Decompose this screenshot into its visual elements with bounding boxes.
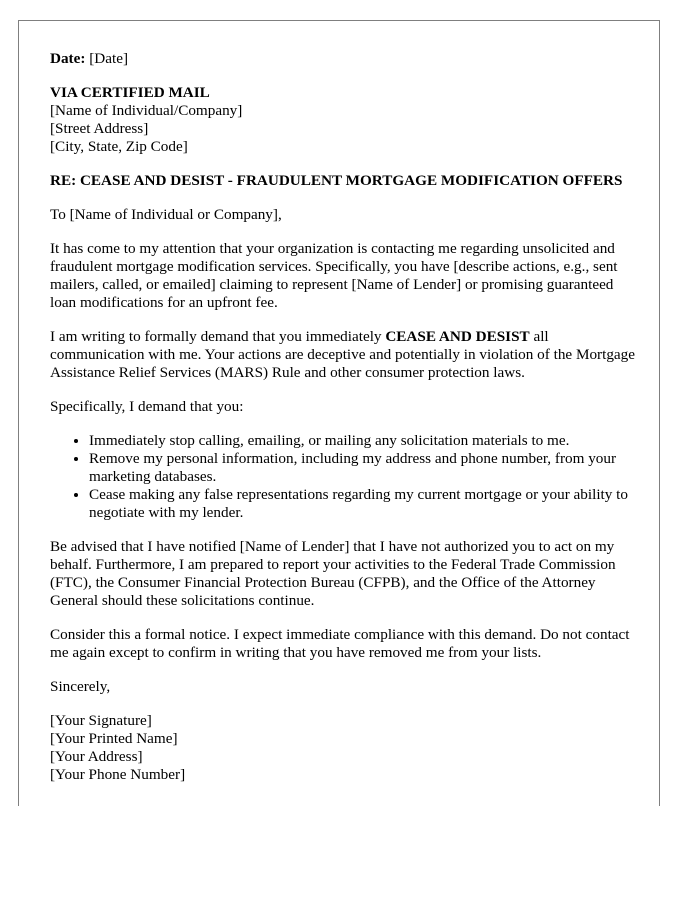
paragraph-2-before: I am writing to formally demand that you immediately — [50, 328, 386, 345]
paragraph-2 — [50, 328, 640, 382]
paragraph-3: Be advised that I have notified [Name of Lender] that I have not authorized you to act on my behalf. Furthermore, I am prepared to report your activities to the Federal Trade Commission (FTC), the Consumer Financial Protection Bureau (CFPB), and the Office of the Attorney General should these solicitations continue. — [50, 538, 616, 609]
paragraph-2-emphasis: CEASE AND DESIST — [385, 328, 530, 345]
date-value: [Date] — [85, 50, 129, 67]
recipient-street: [Street Address] — [50, 120, 149, 137]
letter-page — [18, 20, 660, 806]
demands-list — [50, 432, 640, 522]
salutation: To [Name of Individual or Company], — [50, 206, 282, 223]
delivery-method: VIA CERTIFIED MAIL — [50, 84, 210, 101]
date-line — [50, 50, 640, 68]
demand-item: • Remove my personal information, including my address and phone number, from your marketing databases. — [89, 450, 640, 486]
paragraph-1: It has come to my attention that your organization is contacting me regarding unsolicited and fraudulent mortgage modification services. Specifically, you have [describe actions, e.g., sent mailers, called, or emailed] claiming to represent [Name of Lender] or promising guaranteed loan modifications for an upfront fee. — [50, 240, 618, 311]
recipient-name: [Name of Individual/Company] — [50, 102, 243, 119]
recipient-block — [50, 84, 640, 156]
address-line: [Your Address] — [50, 748, 143, 765]
subject-line: RE: CEASE AND DESIST - FRAUDULENT MORTGAGE MODIFICATION OFFERS — [50, 172, 623, 189]
letter-content — [50, 50, 640, 800]
signature-block — [50, 712, 640, 784]
demand-item: • Cease making any false representations regarding my current mortgage or your ability to negotiate with my lender. — [89, 486, 640, 522]
printed-name-line: [Your Printed Name] — [50, 730, 178, 747]
paragraph-2-after: all communication with me. Your actions are deceptive and potentially in violation of the Mortgage Assistance Relief Services (MARS) Rule and other consumer protection laws. — [50, 328, 635, 381]
paragraph-4: Consider this a formal notice. I expect immediate compliance with this demand. Do not contact me again except to confirm in writing that you have removed me from your lists. — [50, 626, 630, 661]
signature-line: [Your Signature] — [50, 712, 152, 729]
closing: Sincerely, — [50, 678, 111, 695]
demands-intro: Specifically, I demand that you: — [50, 398, 244, 415]
demand-item: • Immediately stop calling, emailing, or mailing any solicitation materials to me. — [89, 432, 640, 450]
date-label: Date: — [50, 50, 86, 67]
phone-line: [Your Phone Number] — [50, 766, 186, 783]
recipient-city: [City, State, Zip Code] — [50, 138, 188, 155]
